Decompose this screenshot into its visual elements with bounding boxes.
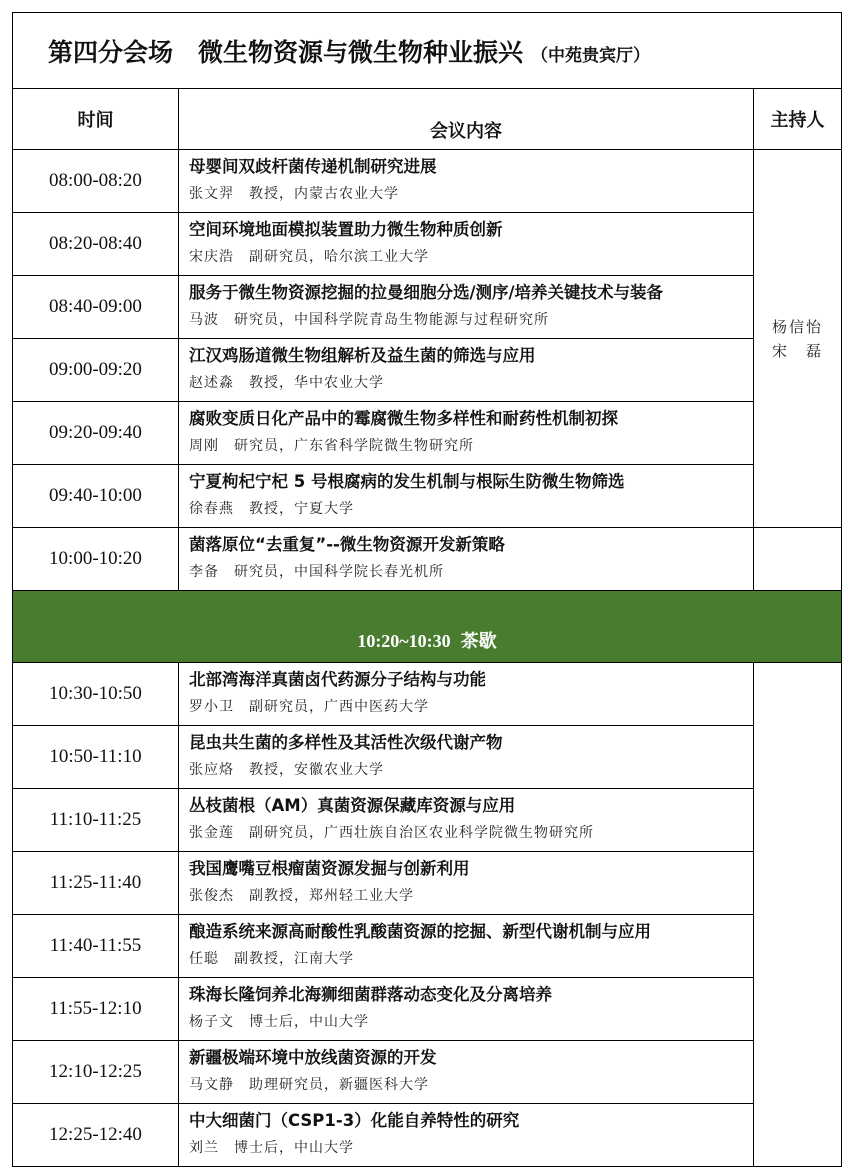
host-name: 杨信怡 (771, 317, 823, 336)
speaker-info: 马波 研究员，中国科学院青岛生物能源与过程研究所 (189, 312, 549, 328)
schedule-row (13, 789, 842, 852)
speaker-info: 罗小卫 副研究员，广西中医药大学 (189, 699, 429, 715)
talk-cell (179, 402, 754, 465)
header-content: 会议内容 (179, 89, 754, 150)
header-time: 时间 (13, 89, 179, 150)
talk-title: 北部湾海洋真菌卤代药源分子结构与功能 (189, 670, 486, 689)
host-cell-session-2 (754, 663, 842, 1167)
title-row (13, 13, 842, 89)
time-cell: 11:55-12:10 (13, 978, 179, 1041)
schedule-row (13, 1104, 842, 1167)
time-cell: 10:50-11:10 (13, 726, 179, 789)
schedule-row (13, 852, 842, 915)
host-cell-empty (754, 528, 842, 591)
talk-cell (179, 465, 754, 528)
time-cell: 11:40-11:55 (13, 915, 179, 978)
talk-title: 母婴间双歧杆菌传递机制研究进展 (189, 157, 437, 176)
talk-title: 服务于微生物资源挖掘的拉曼细胞分选/测序/培养关键技术与装备 (189, 283, 664, 302)
schedule-row (13, 1041, 842, 1104)
speaker-info: 周刚 研究员，广东省科学院微生物研究所 (189, 438, 474, 454)
time-cell: 09:00-09:20 (13, 339, 179, 402)
talk-title: 空间环境地面模拟装置助力微生物种质创新 (189, 220, 503, 239)
talk-cell (179, 663, 754, 726)
talk-cell (179, 852, 754, 915)
talk-cell (179, 726, 754, 789)
talk-title: 我国鹰嘴豆根瘤菌资源发掘与创新利用 (189, 859, 470, 878)
schedule-row (13, 915, 842, 978)
time-cell: 12:25-12:40 (13, 1104, 179, 1167)
talk-cell (179, 150, 754, 213)
schedule-row (13, 465, 842, 528)
talk-cell (179, 1041, 754, 1104)
talk-title: 丛枝菌根（AM）真菌资源保藏库资源与应用 (189, 796, 516, 815)
speaker-info: 张俊杰 副教授，郑州轻工业大学 (189, 888, 414, 904)
talk-cell (179, 978, 754, 1041)
session-2-rows (13, 663, 842, 1167)
talk-title: 中大细菌门（CSP1-3）化能自养特性的研究 (189, 1111, 520, 1130)
talk-title: 酿造系统来源高耐酸性乳酸菌资源的挖掘、新型代谢机制与应用 (189, 922, 651, 941)
time-cell: 10:00-10:20 (13, 528, 179, 591)
header-row (13, 89, 842, 150)
speaker-info: 任聪 副教授，江南大学 (189, 951, 354, 967)
schedule-row (13, 978, 842, 1041)
time-cell: 09:40-10:00 (13, 465, 179, 528)
talk-cell (179, 339, 754, 402)
tea-break-row (13, 591, 842, 663)
talk-cell (179, 789, 754, 852)
schedule-row (13, 150, 842, 213)
time-cell: 11:10-11:25 (13, 789, 179, 852)
session-1-rows (13, 150, 842, 591)
venue-label: （中苑贵宾厅） (531, 45, 651, 66)
speaker-info: 李备 研究员，中国科学院长春光机所 (189, 564, 444, 580)
talk-title: 珠海长隆饲养北海狮细菌群落动态变化及分离培养 (189, 985, 552, 1004)
time-cell: 08:40-09:00 (13, 276, 179, 339)
speaker-info: 徐春燕 教授，宁夏大学 (189, 501, 354, 517)
talk-cell (179, 915, 754, 978)
speaker-info: 宋庆浩 副研究员，哈尔滨工业大学 (189, 249, 429, 265)
schedule-row (13, 339, 842, 402)
speaker-info: 张金莲 副研究员，广西壮族自治区农业科学院微生物研究所 (189, 825, 594, 841)
host-name: 宋 磊 (771, 341, 823, 360)
talk-title: 江汉鸡肠道微生物组解析及益生菌的筛选与应用 (189, 346, 536, 365)
talk-cell (179, 213, 754, 276)
schedule-row (13, 663, 842, 726)
schedule-table (12, 12, 842, 1167)
tea-break-label: 茶歇 (460, 631, 497, 652)
time-cell: 08:20-08:40 (13, 213, 179, 276)
speaker-info: 马文静 助理研究员，新疆医科大学 (189, 1077, 429, 1093)
talk-cell (179, 276, 754, 339)
time-cell: 11:25-11:40 (13, 852, 179, 915)
schedule-row (13, 402, 842, 465)
tea-break-cell (13, 591, 842, 663)
speaker-info: 赵述淼 教授，华中农业大学 (189, 375, 384, 391)
schedule-row (13, 528, 842, 591)
schedule-row (13, 726, 842, 789)
time-cell: 10:30-10:50 (13, 663, 179, 726)
talk-title: 腐败变质日化产品中的霉腐微生物多样性和耐药性机制初探 (189, 409, 618, 428)
time-cell: 12:10-12:25 (13, 1041, 179, 1104)
session-title: 第四分会场 微生物资源与微生物种业振兴 (48, 37, 524, 67)
speaker-info: 刘兰 博士后，中山大学 (189, 1140, 354, 1156)
talk-title: 宁夏枸杞宁杞 5 号根腐病的发生机制与根际生防微生物筛选 (189, 472, 625, 491)
talk-title: 新疆极端环境中放线菌资源的开发 (189, 1048, 437, 1067)
speaker-info: 张应烙 教授，安徽农业大学 (189, 762, 384, 778)
time-cell: 09:20-09:40 (13, 402, 179, 465)
tea-break-time: 10:20~10:30 (357, 631, 451, 651)
schedule-row (13, 276, 842, 339)
speaker-info: 张文羿 教授，内蒙古农业大学 (189, 186, 399, 202)
time-cell: 08:00-08:20 (13, 150, 179, 213)
talk-cell (179, 1104, 754, 1167)
host-cell (754, 150, 842, 528)
talk-cell (179, 528, 754, 591)
talk-title: 菌落原位“去重复”--微生物资源开发新策略 (189, 535, 505, 554)
session-title-cell (13, 13, 842, 89)
talk-title: 昆虫共生菌的多样性及其活性次级代谢产物 (189, 733, 503, 752)
speaker-info: 杨子文 博士后，中山大学 (189, 1014, 369, 1030)
header-host: 主持人 (754, 89, 842, 150)
schedule-row (13, 213, 842, 276)
